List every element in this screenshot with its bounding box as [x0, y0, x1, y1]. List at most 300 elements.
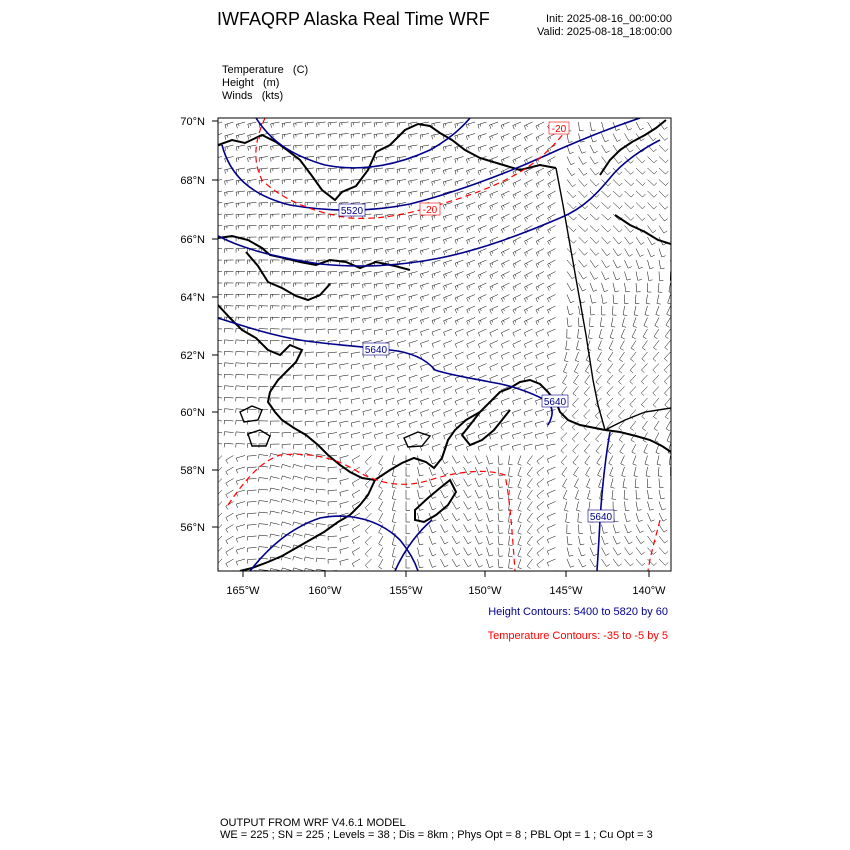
- wind-barb: [432, 341, 440, 348]
- wind-barb: [271, 168, 280, 173]
- wind-barb: [420, 226, 429, 232]
- wind-barb: [524, 134, 532, 142]
- wind-barb: [501, 203, 509, 211]
- wind-barb: [518, 502, 522, 512]
- wind-barb: [501, 122, 509, 129]
- wind-barb: [429, 548, 436, 556]
- wind-barb: [374, 168, 383, 173]
- wind-barb: [432, 387, 440, 394]
- wind-barb: [547, 341, 555, 348]
- wind-barb: [487, 467, 494, 476]
- wind-barb: [524, 364, 532, 371]
- wind-barb: [648, 214, 657, 221]
- wind-barb: [420, 145, 429, 151]
- wind-barb: [317, 249, 326, 253]
- coast-bristol-bay: [375, 380, 605, 480]
- wind-barb: [633, 456, 637, 466]
- wind-barb: [478, 387, 486, 394]
- wind-barb: [248, 157, 257, 163]
- wind-barb: [374, 433, 383, 439]
- wind-barb: [294, 283, 303, 287]
- wind-barb: [363, 145, 372, 150]
- wind-barb: [363, 421, 372, 427]
- wind-barb: [352, 479, 360, 487]
- wind-barb: [397, 375, 406, 382]
- wind-barb: [635, 295, 639, 304]
- wind-barb: [351, 122, 360, 127]
- lat-label: 70°N: [180, 116, 205, 128]
- wind-barb: [444, 387, 452, 394]
- wind-barb: [575, 352, 579, 362]
- wind-barb: [501, 191, 509, 198]
- wind-barb: [489, 444, 498, 451]
- wind-barb: [636, 203, 645, 209]
- wind-barb: [579, 548, 586, 557]
- wind-barb: [641, 387, 647, 396]
- wind-barb: [247, 363, 256, 367]
- wind-barb: [467, 433, 475, 440]
- wind-barb: [386, 157, 395, 162]
- wind-barb: [432, 421, 440, 428]
- wind-barb: [527, 571, 532, 581]
- wind-barb: [397, 168, 406, 173]
- wind-barb: [225, 145, 234, 151]
- wind-barb: [236, 214, 245, 219]
- wind-barb: [475, 479, 483, 487]
- wind-barb: [352, 559, 360, 567]
- wind-barb: [647, 283, 651, 292]
- wind-barb: [574, 467, 579, 477]
- wind-barb: [567, 283, 575, 291]
- wind-barb: [294, 444, 303, 449]
- wind-barb: [294, 249, 303, 253]
- wind-barb: [455, 214, 464, 221]
- lon-label: 155°W: [389, 585, 423, 597]
- wind-barb: [340, 134, 349, 139]
- wind-barb: [409, 364, 418, 371]
- wind-barb: [548, 180, 556, 188]
- wind-barb: [259, 524, 268, 528]
- wind-barb: [501, 134, 509, 141]
- wind-barb: [441, 467, 449, 475]
- wind-barb: [611, 479, 615, 489]
- wind-barb: [574, 364, 578, 374]
- wind-barb: [478, 329, 486, 336]
- wind-barb: [432, 410, 440, 417]
- wind-barb: [259, 421, 268, 425]
- wind-barb: [513, 237, 521, 245]
- wind-barb: [563, 364, 567, 374]
- wind-barb: [397, 364, 406, 371]
- wind-barb: [671, 548, 680, 554]
- wind-barb: [467, 203, 476, 210]
- lat-labels: [180, 116, 205, 534]
- wind-barb: [478, 168, 487, 175]
- wind-barb: [584, 387, 590, 397]
- wind-barb: [270, 340, 279, 344]
- wind-barb: [328, 398, 337, 403]
- wind-barb: [536, 295, 544, 303]
- wind-barb: [536, 306, 544, 314]
- wind-barb: [613, 525, 620, 534]
- wind-barb: [363, 364, 372, 370]
- wind-barb: [432, 180, 441, 186]
- wind-barb: [386, 191, 395, 196]
- wind-barb: [671, 536, 680, 543]
- contour-label-5640: 5640: [543, 397, 567, 408]
- wind-barb: [547, 433, 556, 439]
- wind-barb: [478, 249, 486, 256]
- wind-barb: [304, 465, 314, 469]
- wind-barb: [328, 157, 337, 162]
- wind-barb: [271, 421, 280, 425]
- wind-barb: [259, 455, 268, 459]
- wind-barb: [513, 180, 521, 188]
- wind-barb: [351, 318, 360, 323]
- wind-barb: [625, 260, 632, 268]
- wind-barb: [537, 571, 544, 580]
- wind-barb: [271, 145, 280, 150]
- wind-barb: [636, 283, 641, 292]
- wind-barb: [536, 375, 544, 382]
- wind-barb: [409, 134, 418, 139]
- wind-barb: [340, 145, 349, 150]
- wind-barb: [365, 502, 371, 511]
- wind-barb: [527, 548, 532, 558]
- wind-barb: [293, 510, 303, 514]
- wind-barb: [590, 260, 598, 267]
- wind-barb: [363, 398, 372, 404]
- wind-barb: [351, 375, 360, 381]
- wind-barb: [498, 525, 503, 534]
- wind-barb: [607, 398, 613, 407]
- wind-barb: [305, 283, 314, 287]
- wind-barb: [259, 501, 268, 505]
- wind-barb: [444, 295, 452, 302]
- wind-barb: [328, 272, 337, 277]
- wind-barb: [270, 569, 280, 573]
- wind-barb: [648, 260, 654, 269]
- wind-barb: [432, 283, 441, 290]
- wind-barb: [590, 180, 599, 187]
- wind-barb: [598, 341, 602, 351]
- wind-barb: [518, 513, 522, 523]
- wind-barb: [467, 398, 475, 405]
- wind-barb: [398, 421, 407, 428]
- wind-barb: [225, 191, 234, 196]
- wind-barb: [501, 421, 510, 428]
- wind-barb: [509, 548, 513, 557]
- wind-barb: [509, 490, 513, 499]
- wind-barb: [340, 318, 349, 323]
- wind-barb: [609, 341, 613, 351]
- wind-barb: [527, 490, 532, 500]
- wind-barb: [567, 203, 576, 209]
- wind-barb: [248, 525, 257, 530]
- wind-barb: [317, 352, 326, 357]
- wind-barb: [636, 513, 643, 522]
- wind-barb: [659, 513, 667, 521]
- wind-barb: [247, 386, 256, 390]
- wind-barb: [579, 214, 588, 220]
- wind-barb: [524, 398, 533, 405]
- lat-label: 62°N: [180, 350, 205, 362]
- wind-barb: [659, 548, 668, 555]
- wind-barb: [653, 352, 659, 361]
- wind-barb: [561, 433, 567, 442]
- wind-barb: [374, 306, 383, 312]
- wind-barb: [421, 421, 430, 428]
- wind-barb: [584, 398, 590, 407]
- wind-barb: [455, 410, 463, 417]
- wind-barb: [659, 249, 666, 258]
- wind-barb: [467, 260, 475, 267]
- wind-barb: [328, 387, 337, 392]
- wind-barb: [432, 433, 440, 440]
- wind-barb: [236, 374, 245, 378]
- wind-barb: [248, 559, 257, 564]
- wind-barb: [282, 317, 291, 321]
- wind-barb: [270, 294, 279, 298]
- wind-barb: [524, 329, 532, 337]
- wind-barb: [216, 513, 222, 522]
- wind-barb: [671, 226, 679, 234]
- wind-barb: [455, 272, 463, 279]
- wind-barb: [236, 306, 245, 310]
- wind-barb: [317, 134, 326, 139]
- wind-barb: [248, 214, 257, 219]
- lat-label: 64°N: [180, 292, 205, 304]
- wind-barb: [317, 329, 326, 334]
- wind-barb: [487, 559, 494, 568]
- wind-barb: [602, 525, 608, 534]
- wind-barb: [547, 318, 555, 326]
- wind-barb: [282, 398, 291, 402]
- wind-barb: [248, 513, 257, 518]
- wind-barb: [386, 283, 395, 289]
- wind-barb: [392, 456, 396, 466]
- wind-barb: [645, 456, 649, 466]
- wind-barb: [247, 398, 256, 402]
- wind-barb: [513, 260, 521, 268]
- wind-barb: [602, 237, 611, 244]
- wind-barb: [317, 306, 326, 310]
- wind-barb: [429, 502, 436, 510]
- wind-barb: [236, 456, 245, 462]
- wind-barb: [236, 548, 245, 554]
- wind-barb: [659, 502, 666, 511]
- wind-barb: [328, 180, 337, 185]
- wind-barb: [328, 548, 337, 553]
- wind-barb: [537, 479, 544, 488]
- wind-barb: [386, 249, 395, 255]
- wind-barb: [490, 168, 498, 175]
- wind-barb: [536, 191, 544, 199]
- wind-barb: [602, 559, 610, 567]
- wind-barb: [525, 191, 533, 199]
- wind-barb: [547, 467, 555, 474]
- wind-barb: [363, 180, 372, 185]
- wind-barb: [259, 226, 268, 230]
- wind-barb: [392, 559, 396, 569]
- wind-barb: [501, 226, 509, 234]
- wind-barb: [625, 513, 631, 522]
- wind-barb: [340, 249, 349, 254]
- wind-barb: [467, 283, 475, 290]
- wind-barb: [501, 318, 509, 326]
- wind-barb: [625, 249, 633, 257]
- wind-barb: [467, 329, 475, 336]
- wind-barb: [294, 168, 303, 173]
- wind-barb: [340, 433, 349, 439]
- wind-barb: [654, 421, 659, 431]
- wind-barb: [455, 203, 464, 210]
- wind-barb: [536, 168, 544, 176]
- wind-barb: [564, 352, 568, 362]
- wind-barb: [294, 398, 303, 402]
- wind-barb: [363, 157, 372, 162]
- wind-barb: [487, 479, 494, 488]
- wind-barb: [351, 157, 360, 162]
- wind-barb: [590, 237, 599, 244]
- wind-barb: [421, 329, 430, 336]
- wind-barb: [455, 260, 463, 267]
- field-label-height: Height (m): [222, 77, 280, 89]
- wind-barb: [224, 351, 233, 355]
- wind-barb: [397, 410, 406, 417]
- wind-barb: [487, 490, 494, 499]
- wind-barb: [547, 364, 555, 371]
- wind-barb: [418, 536, 424, 545]
- wind-barb: [630, 421, 636, 431]
- wind-barb: [328, 364, 337, 369]
- wind-barb: [455, 444, 464, 451]
- wind-barb: [397, 226, 406, 232]
- wind-barb: [444, 352, 452, 359]
- wind-barb: [590, 318, 594, 327]
- wind-barb: [226, 525, 234, 533]
- wind-barb: [224, 294, 233, 298]
- wind-barb: [432, 157, 441, 163]
- wind-barb: [247, 294, 256, 298]
- wind-barb: [294, 191, 303, 195]
- wind-barb: [379, 479, 383, 489]
- wind-barb: [602, 191, 611, 197]
- wind-barb: [270, 488, 280, 492]
- wind-barb: [236, 502, 245, 508]
- wind-barb: [478, 306, 486, 313]
- wind-barb: [406, 525, 410, 534]
- wind-barb: [518, 456, 522, 466]
- wind-barb: [374, 398, 383, 404]
- wind-barb: [501, 398, 509, 405]
- wind-barb: [328, 168, 337, 173]
- wind-barb: [636, 214, 645, 221]
- wind-barb: [432, 272, 441, 279]
- wind-barb: [392, 548, 396, 558]
- wind-barb: [271, 214, 280, 218]
- wind-barb: [282, 306, 291, 310]
- wind-barb: [452, 559, 460, 567]
- wind-barb: [624, 490, 628, 499]
- wind-barb: [304, 568, 314, 572]
- wind-barb: [340, 352, 349, 357]
- wind-barb: [537, 559, 544, 568]
- wind-barb: [294, 421, 303, 426]
- wind-barb: [648, 513, 655, 521]
- wind-barb: [613, 134, 621, 142]
- wind-barb: [294, 134, 303, 139]
- wind-barb: [547, 295, 555, 303]
- wind-barb: [236, 134, 245, 140]
- wind-barb: [602, 548, 610, 556]
- wind-barb: [340, 421, 349, 427]
- wind-barb: [478, 237, 486, 244]
- wind-barb: [475, 513, 483, 521]
- wind-barb: [328, 226, 337, 230]
- wind-barb: [490, 191, 498, 198]
- wind-barb: [316, 478, 325, 482]
- wind-barb: [281, 476, 291, 480]
- wind-barb: [282, 191, 291, 196]
- wind-barb: [328, 410, 337, 415]
- wind-barb: [363, 283, 372, 288]
- wind-barb: [561, 444, 567, 453]
- wind-barb: [567, 226, 576, 232]
- wind-barb: [589, 502, 593, 512]
- wind-barb: [304, 534, 314, 538]
- wind-barb: [590, 226, 599, 232]
- wind-barb: [441, 571, 449, 579]
- wind-barb: [259, 306, 268, 310]
- wind-barb: [632, 444, 636, 454]
- wind-barb: [602, 145, 610, 153]
- wind-barb: [418, 467, 424, 476]
- wind-barb: [432, 306, 441, 313]
- wind-barb: [352, 525, 360, 533]
- wind-barb: [305, 421, 314, 426]
- wind-barb: [622, 467, 626, 477]
- wind-barb: [590, 283, 597, 291]
- wind-barb: [513, 364, 521, 371]
- wind-barb: [305, 364, 314, 369]
- wind-barb: [636, 237, 644, 245]
- wind-barb: [420, 168, 429, 174]
- wind-barb: [467, 272, 475, 279]
- lon-ticks: [243, 571, 649, 577]
- wind-barb: [645, 306, 649, 316]
- wind-barb: [525, 203, 533, 211]
- wind-barb: [585, 375, 590, 385]
- wind-barb: [579, 237, 588, 243]
- wind-barb: [452, 536, 460, 544]
- wind-barb: [409, 226, 418, 232]
- wind-barb: [225, 260, 234, 264]
- wind-barb: [579, 571, 587, 579]
- wind-barb: [575, 490, 579, 500]
- wind-barb: [259, 157, 268, 162]
- wind-barb: [584, 410, 590, 419]
- wind-barb: [282, 214, 291, 218]
- wind-barb: [282, 249, 291, 253]
- wind-barb: [386, 433, 395, 440]
- wind-barb: [248, 145, 257, 151]
- wind-barb: [562, 467, 567, 477]
- wind-barb: [340, 559, 349, 565]
- wind-barb: [547, 444, 556, 450]
- wind-barb: [236, 168, 245, 174]
- wind-barb: [535, 444, 544, 450]
